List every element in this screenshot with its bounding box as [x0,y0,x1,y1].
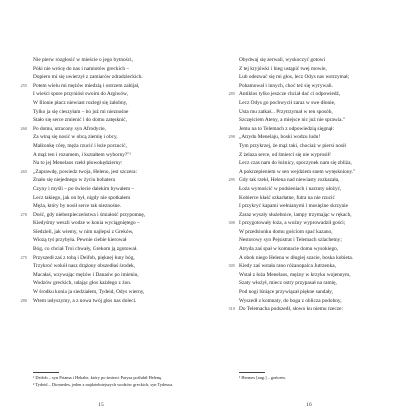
line-number: 280 [20,297,27,303]
line-number: 270 [20,211,27,217]
verse-line [33,271,199,280]
verse-text: I wieści spore przyniósł swoim do Argiwów, [33,91,128,98]
verse-line [239,185,405,194]
verse-text: Macałaś, wzywając mężów i Danaów po imieniu, [33,271,139,278]
line-number: 295 [228,177,235,183]
verse-text: Przyszedł zaś z tobą i Deifob, pięknej łuny bóg, [33,254,135,261]
footnote-1: ¹ Hermes [ang.] – gońcem. [239,375,286,380]
verse-line [33,159,199,168]
verse-line [228,176,405,185]
verse-line [20,211,199,220]
verse-text: Lub odezwać się mi głos, lecz Odys nas wstrzymał; [239,74,350,81]
verse-text: Kobierce kłaść szkarłatne, futra na nie rzucić [239,194,335,201]
verse-line [33,99,199,108]
footnote-rule [33,372,59,373]
line-number: 300 [228,220,235,226]
verse-line [33,133,199,142]
line-number: 310 [228,306,235,312]
verse-line [33,185,199,194]
verse-text: Łoża wymościć w podsieniach i narzuty ułożyć, [239,185,342,192]
verse-text: „Zaprawdę, powiedz twoja, Heleno, jest szczera: [33,168,138,175]
verse-text: Kiedy zaś wstała rano różanopalca Jutrzenka, [239,263,336,270]
verse-text: Antiklos tylko jeszcze chciał dać ci odpowiedź, [239,91,341,98]
line-number: 265 [20,168,27,174]
verse-line [20,125,199,134]
verse-line [33,108,199,117]
verse-line [20,168,199,177]
right-page [221,56,409,416]
verse-text: Nie pierw rozgłosić w mieście o jego bytności, [33,57,133,63]
right-verse-block [228,56,405,314]
verse-line [239,65,405,74]
verse-line [33,176,199,185]
verse-text: Z tej kryjówki i bieg ustąpić twej mowie, [239,65,327,72]
verse-text: Jemu na to Telemach z odpowiedzią sięgnął: [239,125,334,132]
verse-line [239,228,405,237]
footnote-2: ² Tydeid – Diomedes, jeden z najdzielniejszych wodzów greckich, syn Tydeusa. [33,382,174,387]
verse-text: A obok niego Helena w długiej szacie, boska kobieta. [239,254,354,261]
verse-line [239,254,405,263]
verse-line [33,142,199,151]
verse-text: Obydwaj się zerwali, wyskoczyć gotowi [239,57,326,63]
verse-text: Lecz Odys go pochwycił zaraz w swe dłonie, [239,99,336,106]
verse-text: Kiedyśmy weszli wodze w konia wyciągniętego – [33,220,140,227]
verse-line [33,73,199,82]
line-number: 255 [20,82,27,88]
verse-text: Usta mu zatkał... Przytrzymał w ten sposób, [239,108,333,115]
left-page [13,56,201,416]
verse-line [239,151,405,160]
verse-text: „Atrydo Menelaju, boski wodzu ludu! [239,134,321,141]
line-number: 260 [20,125,27,131]
verse-line [33,228,199,237]
verse-line [33,194,199,203]
verse-line [239,125,405,134]
verse-text: W środku konia ja siedziałem, Tydeid, Odys wierny, [33,289,145,296]
verse-text: Wodzów greckich, udając głos każdego z żon. [33,280,132,287]
verse-text: Wtem usłyszymy, a z nowa twój głos nas doleci. [33,297,137,304]
verse-text: Wyszedł z komnaty, do boga z oblicza podobny, [239,297,342,304]
verse-text: Dość, gdy niebezpieczeństwa i śmiałość przypomnę, [33,211,146,218]
verse-text: Potem wielu mi mężów miedzią i ostrzem zabijał, [33,82,140,89]
verse-text: Trzykroć wokół nasz drążony obszedłaś środek, [33,263,136,270]
verse-line [228,133,405,142]
verse-text: Pod nogi lśniące przywiązał piękne sandały, [239,289,333,296]
footnote-1: ¹ Deifob – syn Priama i Hekabe, który po śmierci Parysa poślubił Helenę. [33,375,163,380]
verse-line [228,219,405,228]
verse-text: Z żelaza serce, od śmierci się nie wyprosił! [239,151,331,158]
verse-line [239,116,405,125]
verse-line [239,168,405,177]
verse-line [239,194,405,203]
verse-text: Atryda zaś spał w komnacie domu wysokiego, [239,246,339,253]
verse-line [239,202,405,211]
verse-text: Do Telemacha podszedł, słowo ku niemu rzecze: [239,306,343,313]
verse-line [239,99,405,108]
verse-text: Dopiero mi się uwierzył z zamiarów zdradzieckich. [33,74,143,81]
verse-text: Po domu, utracony syn Afrodycie, [33,125,106,132]
verse-text: Pohamował i innych, choć też się wyrywali. [239,82,333,89]
verse-text: Za winą się nosić w obcą ziemię i obcy, [33,134,118,141]
verse-line [33,116,199,125]
verse-line [239,236,405,245]
verse-text: W Ilionie płacz niewiast rozległ się żałobny, [33,99,128,106]
verse-text: Szczęściem Ateny, a miejsce nic już nie sprawia." [239,117,345,124]
verse-line [239,73,405,82]
verse-text: Lecz takiego, jak on był, nigdy nie spotkałem [33,194,131,201]
verse-text: Wstał z łoża Menelaos, mężny w krzyku wojennym, [239,271,351,278]
verse-line [228,305,405,314]
verse-text: Na to jej Menelaos rzekł płowokędzierny: [33,160,123,167]
verse-text: I przykryć kapami wełnianymi i mosiężne skrzynie [239,203,349,210]
verse-line [239,297,405,306]
verse-text: A pokrzepieniem w sen wejdziem snem wytęskniony." [239,168,356,175]
verse-line [20,82,199,91]
verse-line [239,56,405,65]
verse-text: Wiozą tyś przybyła. Pewnie ciebie kierował [33,237,127,244]
verse-text: Bóg, co chciał Troi chwały, Grekom ją zgotował. [33,246,138,253]
verse-line [239,279,405,288]
verse-text: I przygotowały łoża, a woźny wyprowadził gości; [239,220,346,227]
verse-line [33,65,199,74]
page-number: 15 [98,402,104,408]
verse-line [33,90,199,99]
verse-line [239,245,405,254]
page-number: 16 [306,402,312,408]
line-number: 275 [20,254,27,260]
verse-line [33,279,199,288]
verse-line [239,159,405,168]
line-number: 285 [228,91,235,97]
verse-line [33,236,199,245]
verse-text: Lecz czas nam do łożnicy, spoczynek nam się zbliża, [239,160,352,167]
verse-text: Zaraz wyszły służebnice, lampy trzymając w rękach, [239,211,352,218]
verse-text: Męża, który by nosił serce tak nieznośne. [33,203,122,210]
footnote-rule [239,372,265,373]
verse-text: Czyny i myśli – po świecie dalekim bywałem – [33,185,135,192]
verse-line [33,151,199,160]
verse-line [239,82,405,91]
verse-text: Póki nie wrócę do nas i namiotów greckich – [33,65,130,72]
verse-text: Stało się serce zmienić i do domu zatęsknić, [33,117,127,124]
verse-line [239,142,405,151]
line-number: 305 [228,263,235,269]
verse-line [33,262,199,271]
left-verse-block [20,56,199,305]
verse-text: Małżonkę córę, męża rzucić i łoże porzucić, [33,142,127,149]
verse-text: A mąż ten i rozumem, i kształtem wyborny?"¹ [33,151,132,158]
verse-line [33,288,199,297]
verse-line [33,245,199,254]
verse-line [33,56,199,65]
verse-text: Tym przykrzej, że mąż taki, chociaż w piersi nosił [239,142,346,149]
verse-text: Gdy tak rzekł, Helena nad niewiasty rozkazała, [239,177,340,184]
verse-line [239,271,405,280]
verse-line [20,254,199,263]
verse-text: Tylko ja się cieszyłam – bo już mi nieznośne [33,108,129,115]
verse-text: W przedsionku domu gościom spać kazano, [239,228,333,235]
verse-line [33,202,199,211]
line-number: 290 [228,134,235,140]
verse-text: Znało się niejednego w życiu bohatera [33,177,115,184]
verse-text: Nestorowy syn Pejsistrat i Telemach szlachetny; [239,237,342,244]
verse-text: Szaty włożył, miecz ostry przypasał na ramię, [239,280,337,287]
verse-line [33,219,199,228]
verse-line [20,297,199,306]
verse-line [239,211,405,220]
verse-line [228,262,405,271]
verse-line [239,108,405,117]
verse-text: Siedzieli, jak wiemy, w nim najlepsi z Greków, [33,228,134,235]
verse-line [228,90,405,99]
verse-line [239,288,405,297]
